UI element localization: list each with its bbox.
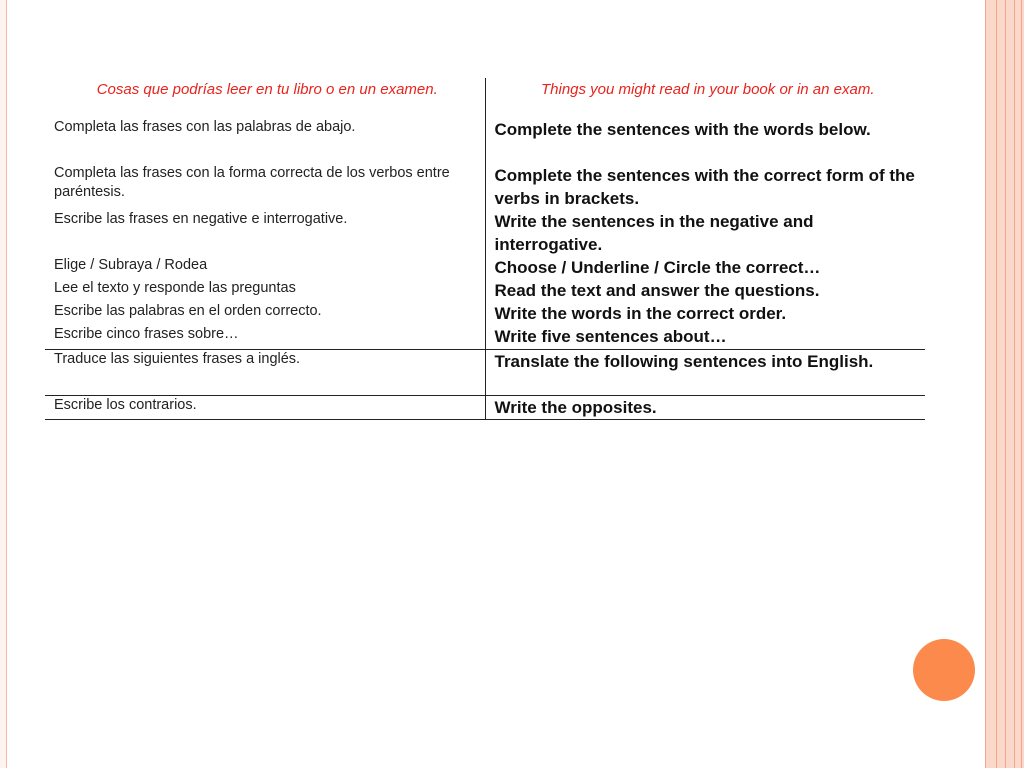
cell-english: Complete the sentences with the words below. xyxy=(494,120,871,139)
frame-line xyxy=(1014,0,1015,768)
table-row xyxy=(45,349,925,395)
table-row xyxy=(45,164,925,210)
table-row xyxy=(45,325,925,349)
table-row xyxy=(45,210,925,256)
table-row xyxy=(45,279,925,302)
frame-line xyxy=(1005,0,1006,768)
table-row xyxy=(45,256,925,279)
slide-frame-left xyxy=(0,0,7,768)
instructions-table xyxy=(45,78,925,420)
frame-line xyxy=(1021,0,1022,768)
cell-spanish: Completa las frases con las palabras de abajo. xyxy=(45,118,485,164)
cell-spanish: Lee el texto y responde las preguntas xyxy=(45,279,485,302)
cell-english: Read the text and answer the questions. xyxy=(494,281,820,300)
cell-spanish: Escribe cinco frases sobre… xyxy=(45,325,485,349)
cell-english: Translate the following sentences into English. xyxy=(485,349,925,395)
cell-spanish: Completa las frases con la forma correcta de los verbos entre paréntesis. xyxy=(45,164,485,210)
cell-english: Write the words in the correct order. xyxy=(494,304,787,323)
cell-english: Write five sentences about… xyxy=(494,327,727,346)
header-spanish: Cosas que podrías leer en tu libro o en un examen. xyxy=(45,78,485,118)
cell-english: Write the sentences in the negative and interrogative. xyxy=(494,212,814,254)
cell-spanish: Elige / Subraya / Rodea xyxy=(45,256,485,279)
table-header-row xyxy=(45,78,925,118)
table-row xyxy=(45,395,925,419)
table-row xyxy=(45,302,925,325)
frame-line xyxy=(985,0,986,768)
table-row xyxy=(45,118,925,164)
cell-spanish: Escribe las palabras en el orden correcto. xyxy=(45,302,485,325)
cell-spanish: Traduce las siguientes frases a inglés. xyxy=(45,349,485,395)
cell-english: Choose / Underline / Circle the correct… xyxy=(494,258,821,277)
frame-line xyxy=(996,0,997,768)
header-english: Things you might read in your book or in an exam. xyxy=(540,81,875,98)
cell-english: Complete the sentences with the correct form of the verbs in brackets. xyxy=(494,166,915,208)
cell-spanish: Escribe las frases en negative e interrogative. xyxy=(45,210,485,256)
cell-spanish: Escribe los contrarios. xyxy=(45,395,485,419)
decorative-circle xyxy=(913,639,975,701)
cell-english: Write the opposites. xyxy=(485,395,925,419)
